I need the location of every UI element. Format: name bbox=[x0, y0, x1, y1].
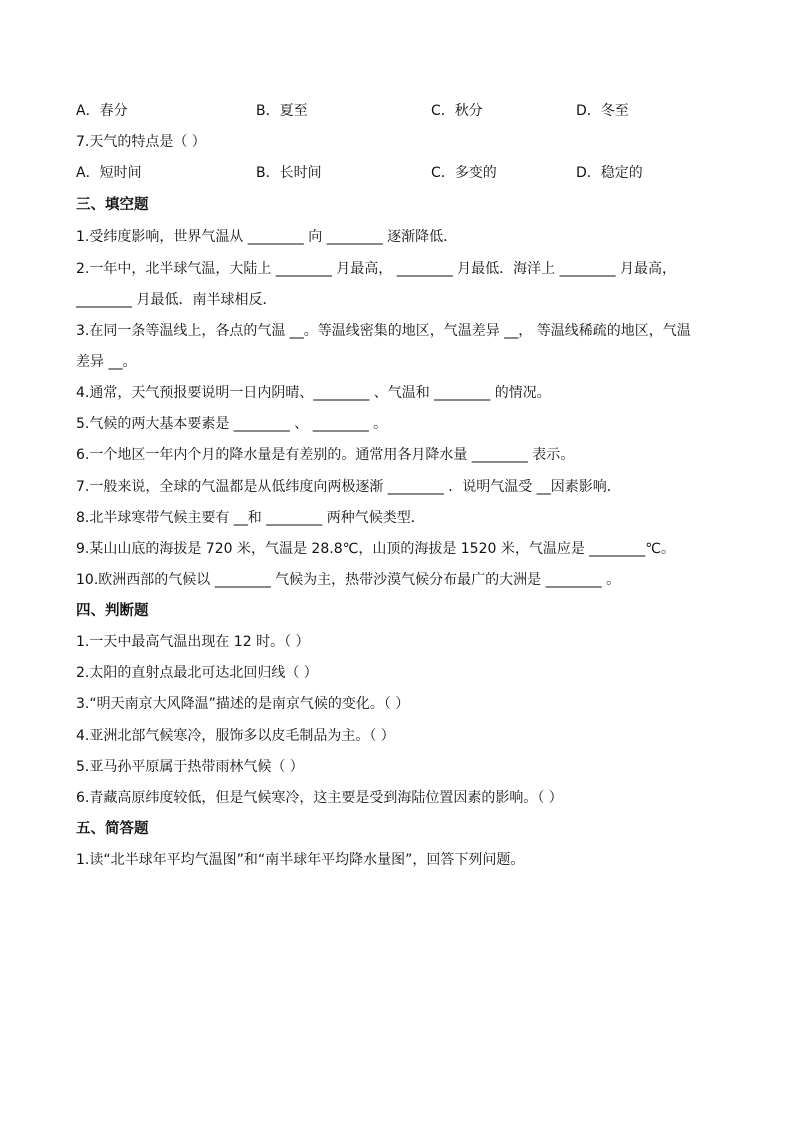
q7-option-a: A．短时间 bbox=[76, 165, 142, 181]
fill-question-cont: 差异 __。 bbox=[76, 354, 137, 370]
q6-option-a: A．春分 bbox=[76, 103, 128, 119]
judge-question: 2.太阳的直射点最北可达北回归线（ ） bbox=[76, 665, 318, 681]
fill-question: 1.受纬度影响，世界气温从 ________ 向 ________ 逐渐降低． bbox=[76, 229, 458, 245]
fill-question: 6.一个地区一年内个月的降水量是有差别的。通常用各月降水量 ________ 表示。 bbox=[76, 447, 575, 463]
section3-heading: 三、填空题 bbox=[76, 197, 149, 213]
q7-options bbox=[76, 163, 756, 183]
section5-heading: 五、简答题 bbox=[76, 821, 149, 837]
judge-question: 3.“明天南京大风降温”描述的是南京气候的变化。（ ） bbox=[76, 696, 410, 712]
fill-question: 7.一般来说，全球的气温都是从低纬度向两极逐渐 ________ ．说明气温受 __因素影响． bbox=[76, 479, 621, 495]
fill-question: 9.某山山底的海拔是 720 米，气温是 28.8℃，山顶的海拔是 1520 米，气温应是 ________℃。 bbox=[76, 541, 676, 557]
q6-options bbox=[76, 101, 756, 121]
fill-question: 4.通常，天气预报要说明一日内阴晴、________ 、气温和 ________ 的情况。 bbox=[76, 385, 551, 401]
q7-option-b: B．长时间 bbox=[256, 165, 322, 181]
judge-question: 5.亚马孙平原属于热带雨林气候（ ） bbox=[76, 759, 304, 775]
q6-option-d: D．冬至 bbox=[576, 103, 629, 119]
fill-question: 3.在同一条等温线上，各点的气温 __。等温线密集的地区，气温差异 __， 等温线稀疏的地区，气温 bbox=[76, 323, 691, 339]
fill-question: 8.北半球寒带气候主要有 __和 ________ 两种气候类型． bbox=[76, 510, 425, 526]
fill-question: 5.气候的两大基本要素是 ________ 、 ________ 。 bbox=[76, 416, 388, 432]
short-answer-question: 1.读“北半球年平均气温图”和“南半球年平均降水量图”，回答下列问题。 bbox=[76, 852, 525, 868]
q6-option-c: C．秋分 bbox=[431, 103, 483, 119]
judge-question: 4.亚洲北部气候寒冷，服饰多以皮毛制品为主。（ ） bbox=[76, 728, 395, 744]
fill-question-cont: ________ 月最低．南半球相反． bbox=[76, 292, 277, 308]
q7-stem: 7.天气的特点是（ ） bbox=[76, 134, 206, 150]
q7-option-d: D．稳定的 bbox=[576, 165, 643, 181]
fill-question: 10.欧洲西部的气候以 ________ 气候为主，热带沙漠气候分布最广的大洲是 ________ 。 bbox=[76, 572, 621, 588]
section4-heading: 四、判断题 bbox=[76, 603, 149, 619]
q7-option-c: C．多变的 bbox=[431, 165, 497, 181]
fill-question: 2.一年中，北半球气温，大陆上 ________ 月最高， ________ 月最低．海洋上 ________ 月最高， bbox=[76, 261, 677, 277]
q6-option-b: B．夏至 bbox=[256, 103, 308, 119]
judge-question: 6.青藏高原纬度较低，但是气候寒冷，这主要是受到海陆位置因素的影响。（ ） bbox=[76, 790, 563, 806]
judge-question: 1.一天中最高气温出现在 12 时。（ ） bbox=[76, 634, 310, 650]
